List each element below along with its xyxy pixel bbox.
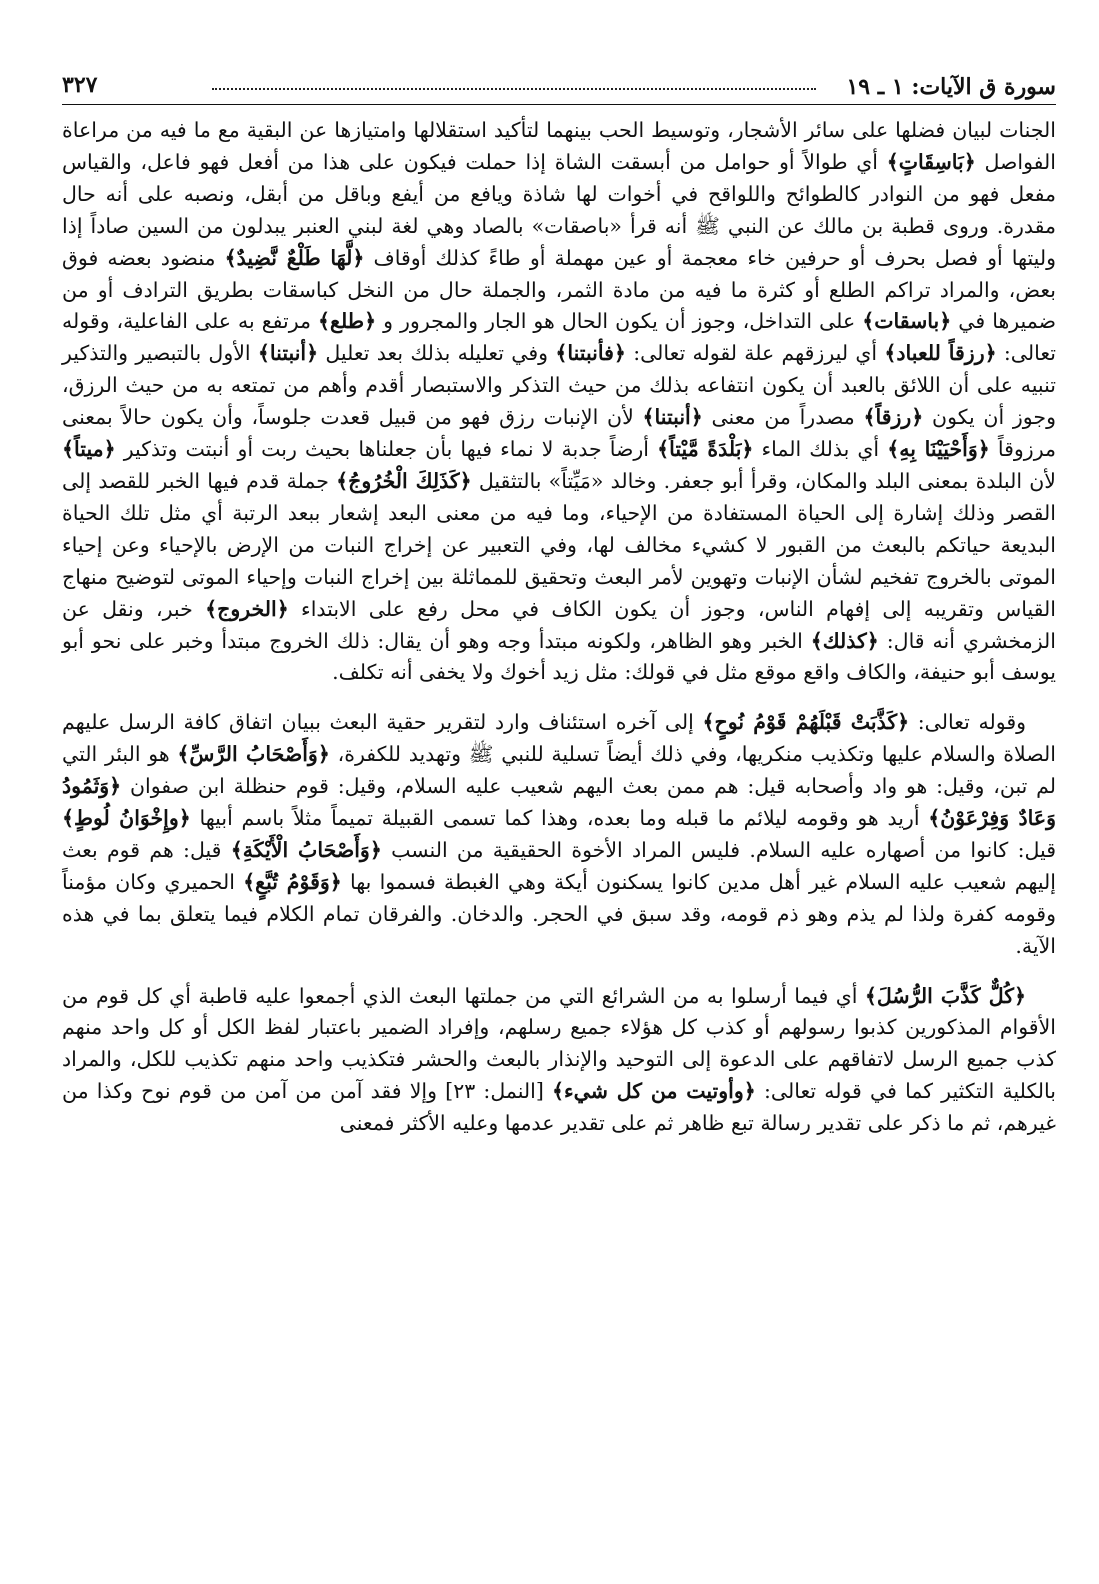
quran-quote: ﴿باسقات﴾: [862, 309, 952, 334]
body-text: خبر، ونقل عن الزمخشري أنه قال:: [62, 596, 1056, 653]
page-number: ٣٢٧: [62, 72, 98, 98]
quran-quote: ﴿كُلٌّ كَذَّبَ الرُّسُلَ﴾: [864, 983, 1026, 1008]
body-text: أي طوالاً أو حوامل من أبسقت الشاة إذا حملت فيكون على هذا من أفعل فهو فاعل، والقياس مفعل فهو من النوادر كالطوائح واللواقح في أخوات لها شاذة ويافع من أيفع وباقل من أبقل، ونصبه على أنه حال مقدرة. وروى قطبة بن مالك عن النبي ﷺ أنه قرأ «باصقات» بالصاد وهي لغة لبني العنبر يبدلون من السين صاداً إذا وليتها أو فصل بحرف أو حرفين خاء معجمة أو عين مهملة أو طاءً كذلك أوقاف: [62, 149, 1057, 270]
body-text: هو البئر التي لم تبن، وقيل: هو واد وأصحابه قيل: هم ممن بعث اليهم شعيب عليه السلام، وقيل: قوم حنظلة ابن صفوان: [62, 742, 1056, 799]
quran-quote: ﴿الخروج﴾: [205, 596, 289, 621]
body-text: لأن الإنبات رزق فهو من قبيل قعدت جلوساً، وأن يكون حالاً بمعنى مرزوقاً: [62, 405, 1056, 462]
body-text: على التداخل، وجوز أن يكون الحال هو الجار والمجرور و: [376, 309, 863, 334]
quran-quote: ﴿بَاسِقَاتٍ﴾: [886, 149, 976, 174]
quran-quote: ﴿كذلك﴾: [810, 628, 879, 653]
body-text: أي بذلك الماء: [753, 437, 888, 462]
quran-quote: ﴿رزقاً﴾: [863, 405, 924, 430]
quran-quote: ﴿وأوتيت من كل شيء﴾: [552, 1079, 756, 1104]
quran-quote: ﴿بَلْدَةً مَّيْتاً﴾: [657, 437, 754, 462]
body-text: مرتفع به على الفاعلية، وقوله تعالى:: [62, 309, 1056, 366]
header-leader-dots: [212, 88, 816, 90]
paragraph-2: [62, 707, 1056, 962]
body-text: الخبر وهو الظاهر، ولكونه مبتدأ وجه وهو أن يقال: ذلك الخروج مبتدأ وخبر على نحو أبو يوسف أبو حنيفة، والكاف واقع موقع مثل في قولك: مثل زيد أخوك ولا يخفى أنه تكلف.: [62, 628, 1056, 685]
body-text: الجنات لبيان فضلها على سائر الأشجار، وتوسيط الحب بينهما لتأكيد استقلالها وامتيازها عن البقية مع ما فيه من مراعاة الفواصل: [62, 118, 1056, 174]
quran-quote: ﴿وَقَوْمُ تُبَّعٍ﴾: [243, 869, 342, 894]
body-text: قيل: كانوا من أصهاره عليه السلام. فليس المراد الأخوة الحقيقية من النسب: [381, 837, 1056, 862]
body-text: وقوله تعالى:: [909, 710, 1027, 735]
document-page: [62, 68, 1056, 1140]
body-text: جملة قدم فيها الخبر للقصد إلى القصر وذلك إشارة إلى الحياة المستفادة من الإحياء، وما فيه من معنى البعد إشعار ببعد الرتبة أي مثل تلك الحياة البديعة حياتكم بالبعث من القبور لا كشيء مخالف لها، وفي التعبير عن إخراج النبات من الإرض بالإحياء وعن إحياء الموتى بالخروج تفخيم لشأن الإنبات وتهوين لأمر البعث وتحقيق للمماثلة بين إخراج النبات وإحياء الموتى لتوضيح منهاج القياس وتقريبه إلى إفهام الناس، وجوز أن يكون الكاف في محل رفع على الابتداء: [62, 468, 1056, 621]
quran-quote: ﴿طلع﴾: [318, 309, 377, 334]
body-text: الحميري وكان مؤمناً وقومه كفرة ولذا لم يذم وهو ذم قومه، وقد سبق في الحجر. والدخان. والفرقان تمام الكلام فيما يتعلق بما في هذه الآية.: [62, 869, 1056, 958]
body-text: الأول بالتبصير والتذكير تنبيه على أن اللائق بالعبد أن يكون انتفاعه بذلك من حيث التذكر والاستبصار أقدم وأهم من تمتعه به من حيث الرزق، وجوز أن يكون: [62, 341, 1056, 430]
quran-quote: ﴿كَذَلِكَ الْخُرُوجُ﴾: [336, 468, 472, 493]
quran-quote: ﴿وَأَحْيَيْنَا بِهِ﴾: [887, 437, 990, 462]
quran-quote: ﴿كَذَّبَتْ قَبْلَهُمْ قَوْمُ نُوحٍ﴾: [702, 710, 910, 735]
page-title: سورة ق الآيات: ١ ـ ١٩: [846, 74, 1056, 100]
quran-quote: ﴿لَّهَا طَلْعٌ نَّضِيدٌ﴾: [224, 245, 365, 270]
body-text: أريد هو وقومه ليلائم ما قبله وما بعده، وهذا كما تسمى القبيلة تميماً مثلاً باسم أبيها: [190, 806, 929, 831]
body-text: مصدراً من معنى: [702, 405, 864, 430]
body-text: إلى آخره استئناف وارد لتقرير حقية البعث ببيان اتفاق كافة الرسل عليهم الصلاة والسلام عليها وتكذيب منكريها، وفي ذلك أيضاً تسلية للنبي ﷺ وتهديد للكفرة،: [62, 710, 1057, 767]
quran-quote: ﴿وإِخْوَانُ لُوطٍ﴾: [62, 806, 191, 831]
body-text: منضود بعضه فوق بعض، والمراد تراكم الطلع أو كثرة ما فيه من مادة الثمر، والجملة حال من النخل كباسقات بطريق الترادف أو من ضميرها في: [62, 245, 1057, 334]
quran-quote: ﴿أنبتنا﴾: [642, 405, 703, 430]
body-text: وفي تعليله بذلك بعد تعليل: [318, 341, 556, 366]
page-header: [62, 68, 1056, 105]
quran-quote: ﴿وَأَصْحَابُ الرَّسِّ﴾: [177, 742, 330, 767]
body-text: أرضاً جدبة لا نماء فيها بأن جعلناها بحيث ربت أو أنبتت وتذكير: [115, 437, 658, 462]
body-text: [النمل: ٢٣] وإلا فقد آمن من آمن من قوم نوح وكذا من غيرهم، ثم ما ذكر على تقدير رسالة تبع ظاهر ثم على تقدير عدمها وعليه الأكثر فمعنى: [62, 1079, 1056, 1136]
quran-quote: ﴿فأنبتنا﴾: [555, 341, 626, 366]
paragraph-1: [62, 115, 1056, 689]
quran-quote: ﴿وَثَمُودُ وَعَادٌ وَفِرْعَوْنُ﴾: [62, 774, 1056, 831]
body-text: أي ليرزقهم علة لقوله تعالى:: [625, 341, 885, 366]
body-text: قيل: هم قوم بعث إليهم شعيب عليه السلام غير أهل مدين كانوا يسكنون أيكة وهي الغبطة فسموا بها: [62, 837, 1057, 894]
paragraph-3: [62, 981, 1056, 1141]
quran-quote: ﴿رزقاً للعباد﴾: [884, 341, 997, 366]
quran-quote: ﴿أنبتنا﴾: [257, 341, 319, 366]
quran-quote: ﴿ميتاً﴾: [62, 437, 116, 462]
quran-quote: ﴿وَأَصْحَابُ الْأَيْكَةِ﴾: [230, 837, 382, 862]
body-text: لأن البلدة بمعنى البلد والمكان، وقرأ أبو جعفر. وخالد «مَيِّتاً» بالتثقيل: [471, 468, 1056, 493]
body-text: أي فيما أرسلوا به من الشرائع التي من جملتها البعث الذي أجمعوا عليه قاطبة أي كل قوم من الأقوام المذكورين كذبوا رسولهم أو كذب كل هؤلاء جميع رسلهم، وإفراد الضمير باعتبار لفظ الكل أو كل واحد منهم كذب جميع الرسل لاتفاقهم على الدعوة إلى التوحيد والإنذار بالبعث والحشر فتكذيب واحد منهم تكذيب للكل، والمراد بالكلية التكثير كما في قوله تعالى:: [62, 983, 1056, 1104]
